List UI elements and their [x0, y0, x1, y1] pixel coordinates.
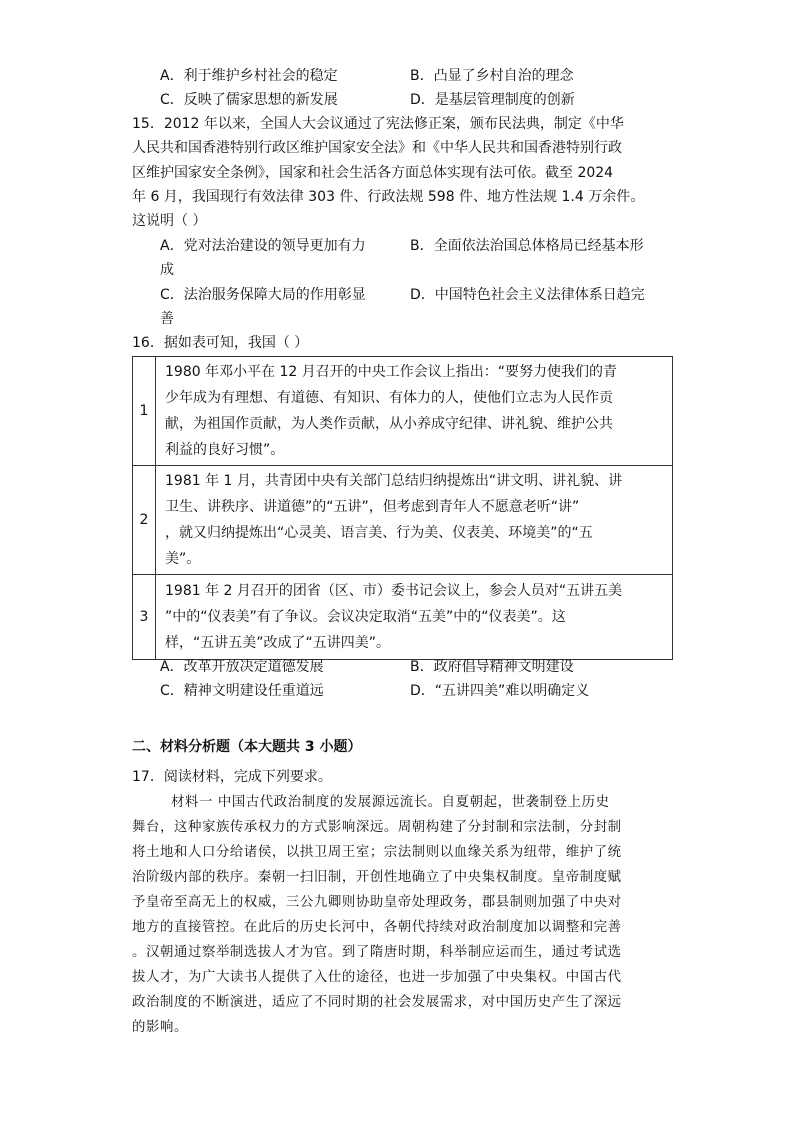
material-line: 将土地和人口分给诸侯，以拱卫周王室；宗法制则以血缘关系为纽带，维护了统 [132, 845, 622, 860]
material-line: 治阶级内部的秩序。秦朝一扫旧制，开创性地确立了中央集权制度。皇帝制度赋 [132, 870, 622, 885]
table-row [133, 357, 673, 466]
row-number: 1 [133, 357, 156, 466]
section-title: 二、材料分析题（本大题共 3 小题） [132, 739, 362, 755]
cell-line: 美”。 [165, 551, 201, 567]
q17-stem: 17．阅读材料，完成下列要求。 [132, 769, 332, 785]
q15-option-c[interactable]: C．法治服务保障大局的作用彰显 [160, 287, 366, 303]
material-line: 予皇帝至高无上的权威，三公九卿则协助皇帝处理政务，郡县制则加强了中央对 [132, 895, 622, 910]
row-text [156, 466, 673, 575]
q15-option-b-wrap: 成 [160, 262, 174, 278]
q15-stem-line: 区维护国家安全条例》，国家和社会生活各方面总体实现有法可依。截至 2024 [132, 165, 614, 181]
material-line: 地方的直接管控。在此后的历史长河中，各朝代持续对政治制度加以调整和完善 [132, 920, 622, 935]
table-row [133, 575, 673, 660]
q15-option-a[interactable]: A．党对法治建设的领导更加有力 [160, 238, 366, 254]
material-line: 舞台，这种家族传承权力的方式影响深远。周朝构建了分封制和宗法制，分封制 [132, 820, 622, 835]
q15-stem-line: 人民共和国香港特别行政区维护国家安全法》和《中华人民共和国香港特别行政 [132, 140, 622, 156]
cell-line: 卫生、讲秩序、讲道德”的“五讲”，但考虑到青年人不愿意老听“讲” [165, 499, 580, 515]
q15-stem-line: 这说明（ ） [132, 213, 207, 229]
cell-line: 1981 年 2 月召开的团省（区、市）委书记会议上，参会人员对“五讲五美 [165, 583, 623, 599]
material-line: 政治制度的不断演进，适应了不同时期的社会发展需求，对中国历史产生了深远 [132, 995, 622, 1010]
cell-line: 献，为祖国作贡献，为人类作贡献，从小养成守纪律、讲礼貌、维护公共 [165, 416, 613, 432]
row-text [156, 575, 673, 660]
cell-line: ，就又归纳提炼出“心灵美、语言美、行为美、仪表美、环境美”的“五 [165, 525, 593, 541]
q14-option-b[interactable]: B．凸显了乡村自治的理念 [410, 68, 574, 84]
q15-option-d[interactable]: D．中国特色社会主义法律体系日趋完 [410, 287, 645, 303]
material-line: 的影响。 [132, 1020, 188, 1035]
cell-line: 利益的良好习惯”。 [165, 442, 285, 458]
q14-option-a[interactable]: A．利于维护乡村社会的稳定 [160, 68, 338, 84]
table-row [133, 466, 673, 575]
q14-option-c[interactable]: C．反映了儒家思想的新发展 [160, 92, 338, 108]
q16-option-c[interactable]: C．精神文明建设任重道远 [160, 683, 324, 699]
q16-option-a[interactable]: A．改革开放决定道德发展 [160, 659, 324, 675]
cell-line: 1981 年 1 月，共青团中央有关部门总结归纳提炼出“讲文明、讲礼貌、讲 [165, 473, 623, 489]
row-text [156, 357, 673, 466]
q15-option-b[interactable]: B．全面依法治国总体格局已经基本形 [410, 238, 644, 254]
material-line: 拔人才，为广大读书人提供了入仕的途径，也进一步加强了中央集权。中国古代 [132, 970, 622, 985]
q16-stem: 16．据如表可知，我国（ ） [132, 335, 309, 351]
cell-line: 少年成为有理想、有道德、有知识、有体力的人，使他们立志为人民作贡 [165, 390, 613, 406]
row-number: 3 [133, 575, 156, 660]
cell-line: 样，“五讲五美”改成了“五讲四美”。 [165, 635, 391, 651]
q16-option-d[interactable]: D．“五讲四美”难以明确定义 [410, 683, 590, 699]
material-line: 材料一 中国古代政治制度的发展源远流长。自夏朝起，世袭制登上历史 [171, 795, 610, 810]
q16-option-b[interactable]: B．政府倡导精神文明建设 [410, 659, 574, 675]
material-line: 。汉朝通过察举制选拔人才为官。到了隋唐时期，科举制应运而生，通过考试选 [132, 945, 622, 960]
cell-line: 1980 年邓小平在 12 月召开的中央工作会议上指出：“要努力使我们的青 [165, 364, 618, 380]
q15-option-d-wrap: 善 [160, 311, 174, 327]
q14-option-d[interactable]: D．是基层管理制度的创新 [410, 92, 575, 108]
q16-table [132, 356, 673, 660]
row-number: 2 [133, 466, 156, 575]
cell-line: ”中的“仪表美”有了争议。会议决定取消“五美”中的“仪表美”。这 [165, 609, 566, 625]
q15-stem-line: 年 6 月，我国现行有效法律 303 件、行政法规 598 件、地方性法规 1.4 万余件。 [132, 189, 645, 205]
q15-stem-line: 15．2012 年以来，全国人大会议通过了宪法修正案，颁布民法典，制定《中华 [132, 116, 624, 132]
